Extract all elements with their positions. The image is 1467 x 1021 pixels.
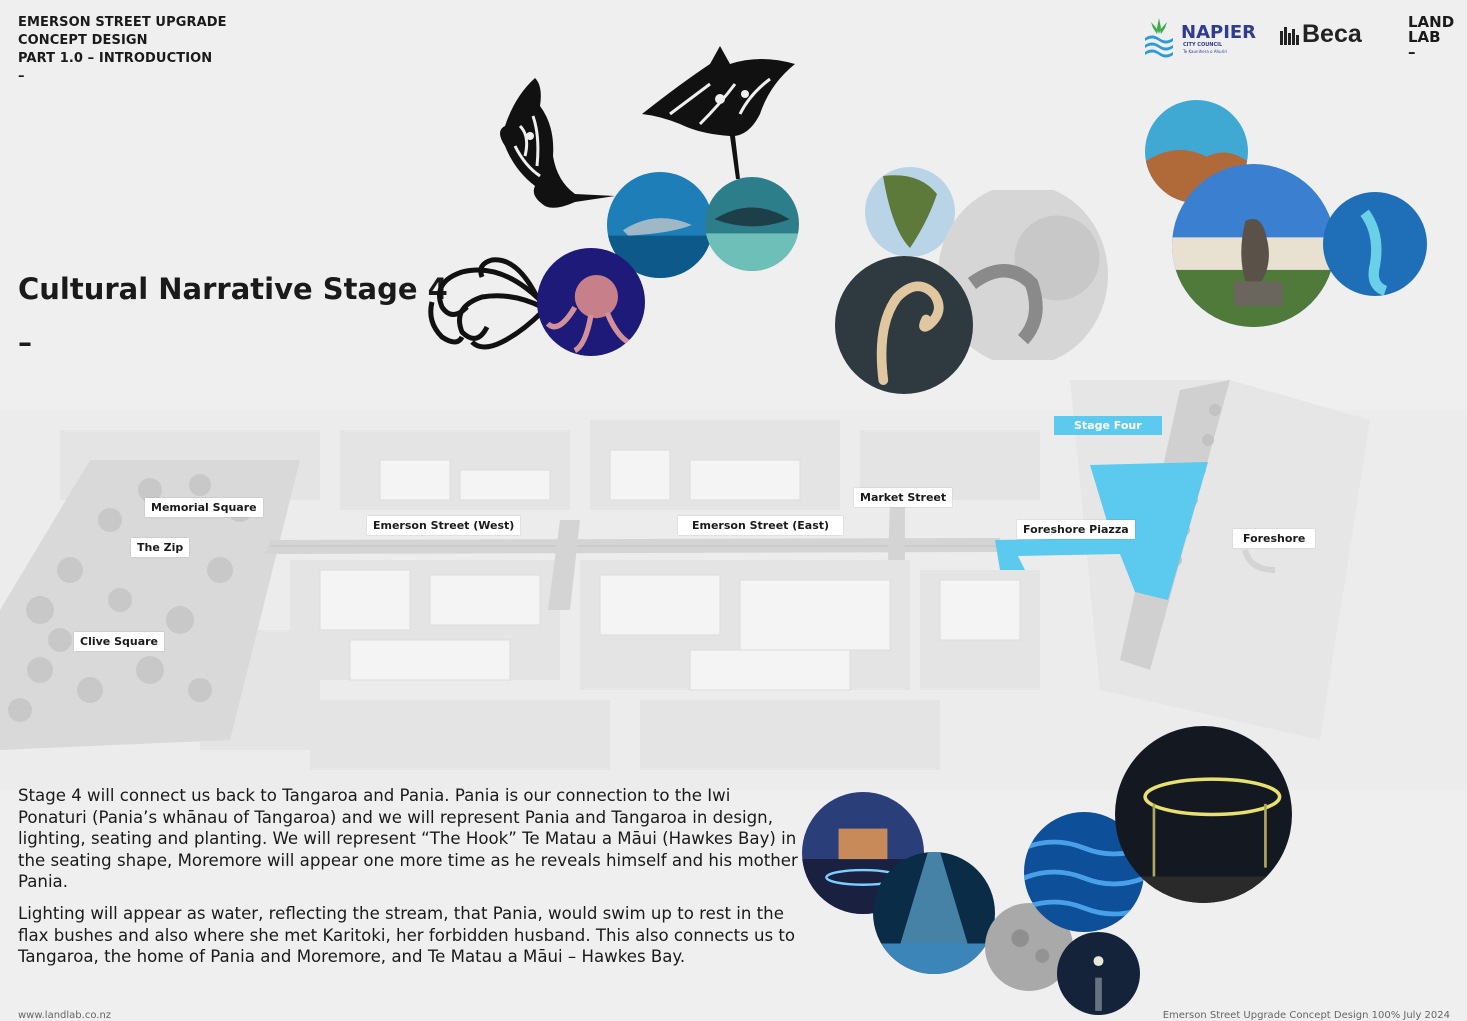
landlab-dash: – — [1408, 43, 1416, 61]
napier-sub: CITY COUNCIL — [1183, 42, 1223, 48]
landlab-logo — [1408, 15, 1458, 65]
beca-logo — [1280, 20, 1370, 50]
body-paragraph-1: Stage 4 will connect us back to Tangaroa and Pania. Pania is our connection to the Iwi Ponaturi (Pania’s whānau of Tangaroa) and we will represent Pania and Tangaroa in design, lighting, seating and planting. We will represent “The Hook” Te Matau a Māui (Hawkes Bay) in the seating shape, Moremore will appear one more time as he reveals himself and his mother Pania. — [18, 786, 798, 891]
beca-name: Beca — [1302, 20, 1362, 48]
map-label-emerson-west: Emerson Street (West) — [367, 516, 520, 535]
octopus-tattoo-icon — [422, 252, 547, 357]
document-header — [18, 14, 227, 86]
title-dash: – — [18, 326, 32, 359]
map-label-clive-square: Clive Square — [74, 632, 164, 651]
map-label-market-street: Market Street — [854, 488, 952, 507]
underwater-light-photo — [873, 852, 995, 974]
site-map — [0, 370, 1467, 790]
shark-tattoo-icon — [495, 76, 620, 216]
napier-name: NAPIER — [1181, 22, 1257, 43]
napier-logo-icon — [1143, 16, 1175, 60]
manta-ray-photo — [705, 177, 799, 271]
map-label-stage-four: Stage Four — [1054, 416, 1162, 435]
napier-logo — [1143, 16, 1257, 62]
header-dash: – — [18, 69, 25, 84]
napier-maori: Te Kaunihera o Ahuriri — [1183, 49, 1228, 54]
manta-ray-tattoo-icon — [640, 44, 800, 184]
body-paragraph-2: Lighting will appear as water, reflecting the stream, that Pania, would swim up to rest in the flax bushes and also where she met Karitoki, her forbidden husband. This also connects us to Tangaroa, the home of Pania and Moremore, and Te Matau a Māui – Hawkes Bay. — [18, 904, 796, 966]
project-subtitle: CONCEPT DESIGN — [18, 33, 148, 48]
map-label-emerson-east: Emerson Street (East) — [678, 516, 843, 535]
footer-doc-info: Emerson Street Upgrade Concept Design 100% July 2024 — [1162, 1010, 1450, 1021]
moonlit-sea-photo — [1057, 932, 1140, 1015]
map-label-memorial-square: Memorial Square — [145, 498, 263, 517]
map-label-foreshore-piazza: Foreshore Piazza — [1017, 520, 1135, 539]
project-part: PART 1.0 – INTRODUCTION — [18, 51, 213, 66]
light-ring-photo — [1115, 726, 1292, 903]
octopus-photo — [537, 248, 645, 356]
map-label-foreshore: Foreshore — [1233, 529, 1315, 548]
hawkes-bay-satellite-photo — [865, 167, 955, 257]
page-title: Cultural Narrative Stage 4 — [18, 272, 448, 306]
footer-url[interactable]: www.landlab.co.nz — [18, 1010, 112, 1021]
landlab-line2: LAB — [1408, 28, 1441, 46]
landlab-line1: LAND — [1408, 13, 1455, 31]
pania-statue-photo — [1172, 164, 1335, 327]
beca-logo-icon — [1280, 27, 1300, 45]
project-title: EMERSON STREET UPGRADE — [18, 15, 227, 30]
bone-hook-photo — [835, 256, 973, 394]
map-label-the-zip: The Zip — [131, 538, 189, 557]
underwater-woman-photo — [1323, 192, 1427, 296]
